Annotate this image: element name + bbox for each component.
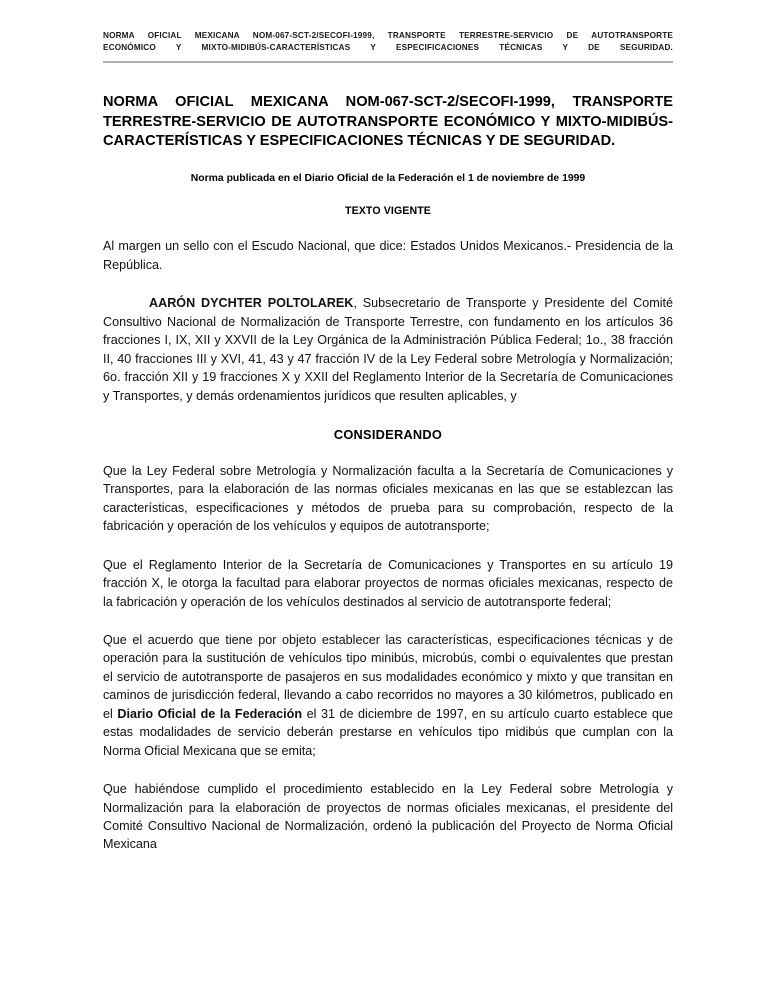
seal-paragraph: Al margen un sello con el Escudo Nacional, que dice: Estados Unidos Mexicanos.- Presidencia de la República. bbox=[103, 239, 673, 272]
running-header bbox=[103, 30, 673, 54]
considerando-paragraph-1: Que la Ley Federal sobre Metrología y Normalización faculta a la Secretaría de Comunicaciones y Transportes, para la elaboración de las normas oficiales mexicanas en las que se establezcan las características, especificaciones y métodos de prueba para su comprobación, respecto de la fabricación y operación de los vehículos y equipos de autotransporte; bbox=[103, 463, 673, 534]
page-content bbox=[103, 30, 673, 854]
considerando-paragraph-3 bbox=[103, 611, 673, 760]
official-name: AARÓN DYCHTER POLTOLAREK bbox=[149, 296, 354, 311]
considerando-3-text-after: el 31 de diciembre de 1997, en su artículo cuarto establece que estas modalidades de servicio deberán prestarse en vehículos tipo midibús que cumplan con la Norma Oficial Mexicana que se emita; bbox=[103, 706, 673, 758]
page-title bbox=[103, 63, 673, 152]
running-header-line-2: ECONÓMICO Y MIXTO-MIDIBÚS-CARACTERÍSTICAS Y ESPECIFICACIONES TÉCNICAS Y DE SEGURIDAD. bbox=[103, 43, 673, 53]
official-paragraph bbox=[103, 274, 673, 405]
considerando-paragraph-2: Que el Reglamento Interior de la Secretaría de Comunicaciones y Transportes en su artículo 19 fracción X, le otorga la facultad para elaborar proyectos de normas oficiales mexicanas, respecto de la fabricación y operación de los vehículos destinados al servicio de autotransporte federal; bbox=[103, 557, 673, 609]
considerando-heading: CONSIDERANDO bbox=[333, 426, 443, 442]
publication-note: Norma publicada en el Diario Oficial de la Federación el 1 de noviembre de 1999 bbox=[190, 172, 586, 184]
considerando-3-text-before: Que el acuerdo que tiene por objeto establecer las características, especificaciones técnicas y de operación para la sustitución de vehículos tipo minibús, microbús, combi o equivalentes que prestan el servicio de autotransporte de pasajeros en sus modalidades económico y mixto y que transitan en caminos de jurisdicción federal, llevando a cabo recorridos no mayores a 30 kilómetros, publicado en el bbox=[103, 633, 673, 721]
status-badge: TEXTO VIGENTE bbox=[345, 205, 431, 218]
page-title-line-2: TERRESTRE-SERVICIO DE AUTOTRANSPORTE ECONÓMICO Y MIXTO-MIDIBÚS- bbox=[103, 113, 673, 130]
diario-oficial-reference: Diario Oficial de la Federación bbox=[117, 706, 303, 721]
considerando-paragraph-4: Que habiéndose cumplido el procedimiento establecido en la Ley Federal sobre Metrología y Normalización para la elaboración de proyectos de normas oficiales mexicanas, el presidente del Comité Consultivo Nacional de Normalización, ordenó la publicación del Proyecto de Norma Oficial Mexicana bbox=[103, 782, 673, 852]
page-title-line-1: NORMA OFICIAL MEXICANA NOM-067-SCT-2/SECOFI-1999, TRANSPORTE bbox=[103, 94, 673, 111]
running-header-line-1: NORMA OFICIAL MEXICANA NOM-067-SCT-2/SECOFI-1999, TRANSPORTE TERRESTRE-SERVICIO DE AUTOTRANSPORTE bbox=[103, 31, 673, 40]
page-title-line-3: CARACTERÍSTICAS Y ESPECIFICACIONES TÉCNICAS Y DE SEGURIDAD. bbox=[103, 133, 616, 150]
official-paragraph-body: , Subsecretario de Transporte y Presidente del Comité Consultivo Nacional de Normalización de Transporte Terrestre, con fundamento en los artículos 36 fracciones I, IX, XII y XXVII de la Ley Orgánica de la Administración Pública Federal; 1o., 38 fracción II, 40 fracciones III y XVI, 41, 43 y 47 fracción IV de la Ley Federal sobre Metrología y Normalización; 6o. fracción XII y 19 fracciones X y XXII del Reglamento Interior de la Secretaría de Comunicaciones y Transportes, y demás ordenamientos jurídicos que resulten aplicables, y bbox=[103, 296, 673, 403]
